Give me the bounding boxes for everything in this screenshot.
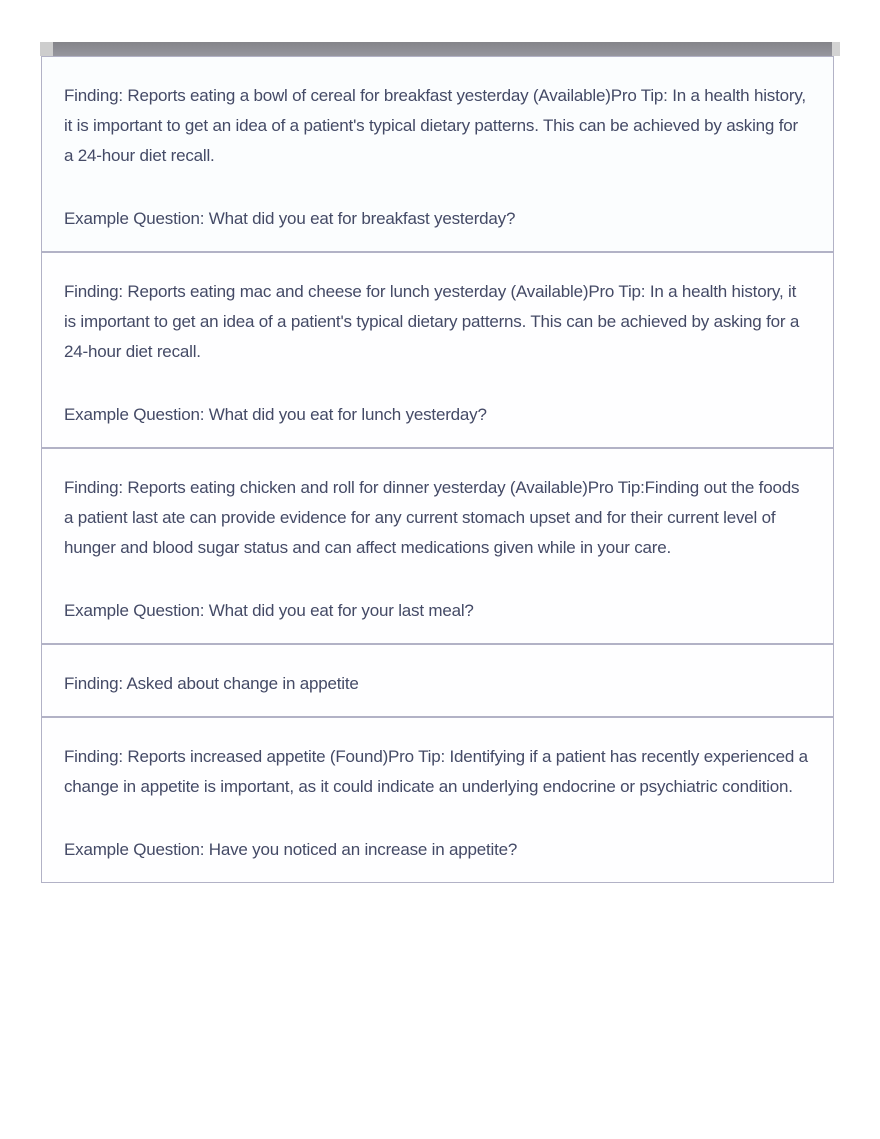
example-question-text: Example Question: Have you noticed an increase in appetite? (64, 840, 518, 859)
findings-panel (18, 42, 858, 1087)
finding-card (41, 448, 834, 644)
scrollbar-track-left[interactable] (40, 42, 53, 56)
finding-card (41, 56, 834, 252)
finding-text: Finding: Asked about change in appetite (64, 674, 359, 693)
finding-text: Finding: Reports eating a bowl of cereal for breakfast yesterday (Available)Pro Tip: In a health history, it is important to get an idea of a patient's typical dietary patterns. This can be achieved by asking for a 24-hour diet recall. (64, 86, 806, 165)
scrollbar-track-right[interactable] (832, 42, 840, 56)
example-question-text: Example Question: What did you eat for your last meal? (64, 601, 474, 620)
finding-card (41, 717, 834, 883)
finding-text: Finding: Reports increased appetite (Found)Pro Tip: Identifying if a patient has recently experienced a change in appetite is important, as it could indicate an underlying endocrine or psychiatric condition. (64, 747, 808, 796)
finding-card-list (41, 56, 834, 883)
horizontal-scrollbar[interactable] (40, 42, 840, 56)
scrollbar-thumb[interactable] (53, 42, 832, 56)
finding-text: Finding: Reports eating chicken and roll for dinner yesterday (Available)Pro Tip:Finding out the foods a patient last ate can provide evidence for any current stomach upset and for their current level of hunger and blood sugar status and can affect medications given while in your care. (64, 478, 800, 557)
finding-text: Finding: Reports eating mac and cheese for lunch yesterday (Available)Pro Tip: In a health history, it is important to get an idea of a patient's typical dietary patterns. This can be achieved by asking for a 24-hour diet recall. (64, 282, 800, 361)
finding-card (41, 644, 834, 717)
example-question-text: Example Question: What did you eat for lunch yesterday? (64, 405, 487, 424)
finding-card (41, 252, 834, 448)
example-question-text: Example Question: What did you eat for breakfast yesterday? (64, 209, 516, 228)
